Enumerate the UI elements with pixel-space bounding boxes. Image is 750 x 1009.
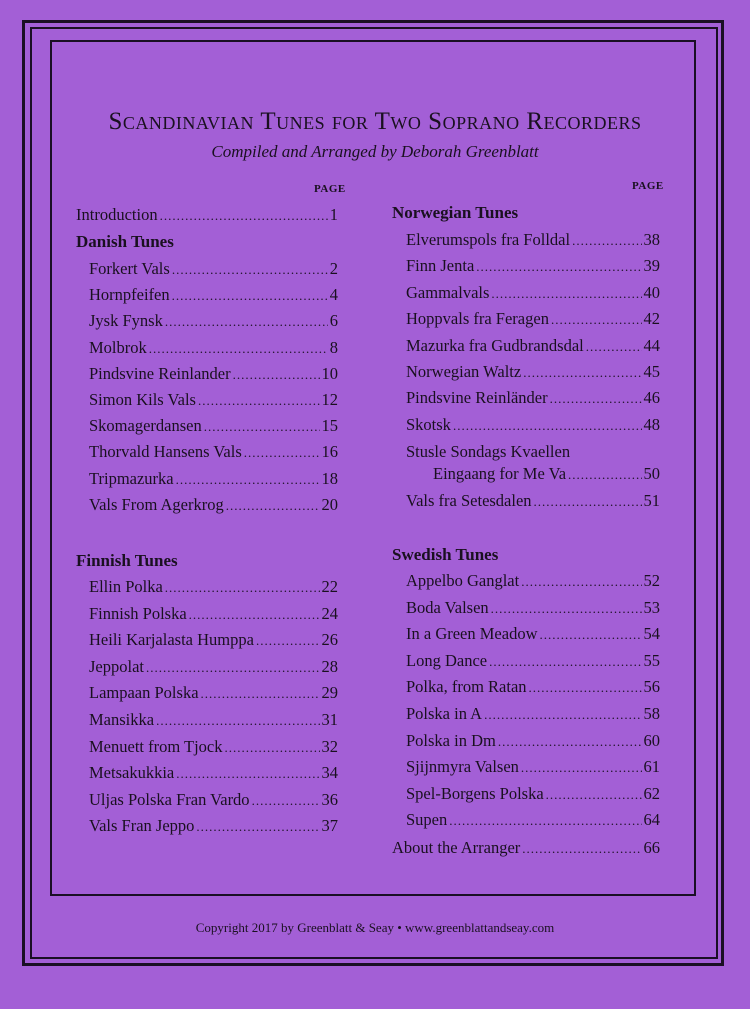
toc-entry[interactable] xyxy=(406,704,660,724)
toc-entry[interactable] xyxy=(406,388,660,408)
toc-entry-page: 18 xyxy=(321,468,338,488)
toc-entry-title: Finn Jenta xyxy=(406,256,475,276)
toc-entry-page: 34 xyxy=(321,763,338,783)
dot-leader xyxy=(449,813,641,829)
dot-leader xyxy=(165,314,328,330)
toc-entry-title: In a Green Meadow xyxy=(406,624,538,644)
toc-entry-title: Forkert Vals xyxy=(89,259,170,278)
toc-entry[interactable] xyxy=(406,757,660,777)
dot-leader xyxy=(198,393,320,409)
toc-entry-page: 44 xyxy=(643,335,660,355)
toc-entry-page: 10 xyxy=(321,363,338,383)
dot-leader xyxy=(453,418,642,434)
toc-entry-page: 50 xyxy=(643,464,660,483)
toc-entry-page: 42 xyxy=(643,309,660,329)
toc-entry-introduction[interactable] xyxy=(76,205,338,225)
toc-entry[interactable] xyxy=(406,309,660,329)
toc-entry[interactable] xyxy=(89,259,338,279)
toc-entry[interactable] xyxy=(406,810,660,830)
toc-entry-title: Vals fra Setesdalen xyxy=(406,491,532,510)
toc-entry-page: 45 xyxy=(643,362,660,381)
toc-entry-title: Pindsvine Reinlander xyxy=(89,363,231,383)
toc-entry-page: 58 xyxy=(643,704,660,723)
toc-entry-title: Eingaang for Me Va xyxy=(433,464,567,483)
section-heading-danish: Danish Tunes xyxy=(76,232,174,251)
toc-entry-title: Simon Kils Vals xyxy=(89,390,196,409)
dot-leader xyxy=(233,367,320,383)
toc-entry-title: Molbrok xyxy=(89,337,147,357)
toc-entry-title: Menuett from Tjock xyxy=(89,736,223,756)
toc-entry-title: Norwegian Waltz xyxy=(406,362,522,381)
toc-entry[interactable] xyxy=(89,577,338,597)
toc-entry[interactable] xyxy=(89,657,338,677)
toc-entry-page: 48 xyxy=(643,414,660,434)
page-column-label-left: PAGE xyxy=(314,183,346,195)
toc-entry-page: 12 xyxy=(321,390,338,409)
toc-entry-title: Polska in Dm xyxy=(406,730,496,750)
toc-entry-page: 66 xyxy=(643,838,660,857)
toc-entry-title: Vals From Agerkrog xyxy=(89,494,224,514)
toc-entry-page: 53 xyxy=(643,597,660,617)
toc-entry[interactable] xyxy=(89,442,338,462)
dot-leader xyxy=(522,841,641,857)
dot-leader xyxy=(476,259,641,275)
toc-entry-stusle-line2[interactable] xyxy=(433,464,660,484)
dot-leader xyxy=(491,286,641,302)
toc-entry[interactable] xyxy=(406,362,660,382)
toc-entry[interactable] xyxy=(406,624,660,644)
toc-entry-page: 52 xyxy=(643,571,660,590)
toc-entry[interactable] xyxy=(89,469,338,489)
toc-entry-page: 39 xyxy=(643,256,660,276)
toc-entry-title: Hornpfeifen xyxy=(89,285,170,305)
toc-entry-page: 62 xyxy=(643,783,660,803)
section-heading-finnish: Finnish Tunes xyxy=(76,551,178,570)
toc-entry-page: 26 xyxy=(321,630,338,650)
toc-entry-page: 32 xyxy=(321,736,338,756)
toc-entry-title: Elverumspols fra Folldal xyxy=(406,230,571,249)
toc-entry[interactable] xyxy=(406,598,660,618)
toc-entry[interactable] xyxy=(406,677,660,697)
toc-entry[interactable] xyxy=(89,285,338,305)
toc-entry-title: Jeppolat xyxy=(89,656,144,676)
dot-leader xyxy=(534,494,642,510)
toc-entry-title: Thorvald Hansens Vals xyxy=(89,442,242,462)
toc-entry-page: 29 xyxy=(321,683,338,703)
dot-leader xyxy=(489,654,641,670)
toc-entry-stusle-line1[interactable]: Stusle Sondags Kvaellen xyxy=(406,442,571,461)
toc-entry[interactable] xyxy=(89,604,338,624)
dot-leader xyxy=(156,713,319,729)
toc-entry-page: 38 xyxy=(643,230,660,249)
dot-leader xyxy=(160,208,328,224)
toc-entry-page: 16 xyxy=(321,442,338,462)
toc-entry-page: 37 xyxy=(321,816,338,836)
toc-entry-title: Mansikka xyxy=(89,710,155,729)
dot-leader xyxy=(523,365,641,381)
toc-entry-title: Finnish Polska xyxy=(89,603,187,623)
toc-entry[interactable] xyxy=(406,256,660,276)
toc-entry-title: Uljas Polska Fran Vardo xyxy=(89,789,250,809)
dot-leader xyxy=(491,601,642,617)
toc-entry[interactable] xyxy=(89,790,338,810)
toc-entry-title: Supen xyxy=(406,810,448,830)
toc-entry[interactable] xyxy=(406,283,660,303)
toc-entry-page: 54 xyxy=(643,624,660,644)
toc-entry-page: 1 xyxy=(329,205,338,224)
toc-entry-page: 2 xyxy=(329,259,338,278)
toc-entry-title: Appelbo Ganglat xyxy=(406,571,520,590)
toc-entry-title: Gammalvals xyxy=(406,282,490,302)
toc-entry[interactable] xyxy=(406,415,660,435)
toc-entry[interactable] xyxy=(406,571,660,591)
toc-entry-title: Boda Valsen xyxy=(406,597,489,617)
dot-leader xyxy=(225,740,320,756)
toc-entry-title: Sjijnmyra Valsen xyxy=(406,757,519,777)
section-heading-swedish: Swedish Tunes xyxy=(392,545,499,564)
toc-entry-page: 55 xyxy=(643,650,660,670)
dot-leader xyxy=(572,233,641,249)
dot-leader xyxy=(146,660,320,676)
dot-leader xyxy=(176,766,319,782)
toc-entry[interactable] xyxy=(406,651,660,671)
dot-leader xyxy=(539,627,641,643)
toc-entry-page: 64 xyxy=(643,810,660,830)
toc-entry[interactable] xyxy=(89,338,338,358)
toc-entry[interactable] xyxy=(89,710,338,730)
dot-leader xyxy=(252,793,320,809)
toc-entry-title: Ellin Polka xyxy=(89,577,163,596)
toc-entry-page: 22 xyxy=(321,577,338,596)
dot-leader xyxy=(256,633,320,649)
page-column-label-right: PAGE xyxy=(632,180,664,192)
dot-leader xyxy=(176,472,320,488)
toc-entry[interactable] xyxy=(406,230,660,250)
dot-leader xyxy=(165,580,320,596)
toc-entry-page: 8 xyxy=(329,337,338,357)
toc-entry-title: About the Arranger xyxy=(392,838,521,857)
toc-entry-page: 46 xyxy=(643,388,660,408)
toc-entry-title: Heili Karjalasta Humppa xyxy=(89,630,254,650)
toc-entry-title: Hoppvals fra Feragen xyxy=(406,309,549,329)
dot-leader xyxy=(586,339,642,355)
toc-entry[interactable] xyxy=(89,630,338,650)
toc-entry-page: 61 xyxy=(643,757,660,777)
dot-leader xyxy=(546,787,642,803)
dot-leader xyxy=(172,262,328,278)
toc-entry-title: Long Dance xyxy=(406,650,488,670)
toc-entry-title: Skomagerdansen xyxy=(89,416,202,436)
toc-entry-page: 31 xyxy=(321,710,338,729)
toc-entry-title: Polka, from Ratan xyxy=(406,677,527,697)
toc-entry[interactable] xyxy=(89,763,338,783)
toc-entry-page: 56 xyxy=(643,677,660,697)
toc-entry-page: 4 xyxy=(329,285,338,305)
toc-entry-title: Polska in A xyxy=(406,704,483,723)
dot-leader xyxy=(521,574,641,590)
dot-leader xyxy=(196,819,319,835)
dot-leader xyxy=(201,686,320,702)
dot-leader xyxy=(172,288,328,304)
dot-leader xyxy=(149,341,328,357)
toc-entry-page: 20 xyxy=(321,494,338,514)
toc-entry[interactable] xyxy=(89,816,338,836)
toc-entry-title: Vals Fran Jeppo xyxy=(89,816,195,836)
dot-leader xyxy=(529,680,642,696)
toc-entry[interactable] xyxy=(89,364,338,384)
toc-entry[interactable] xyxy=(89,311,338,331)
dot-leader xyxy=(484,707,641,723)
toc-entry-page: 24 xyxy=(321,603,338,623)
toc-entry-vals-fra-setesdalen[interactable] xyxy=(406,491,660,511)
toc-entry[interactable] xyxy=(89,416,338,436)
toc-entry-page: 15 xyxy=(321,416,338,436)
dot-leader xyxy=(521,760,642,776)
toc-entry[interactable] xyxy=(406,336,660,356)
toc-entry-title: Tripmazurka xyxy=(89,468,174,488)
copyright-line: Copyright 2017 by Greenblatt & Seay • www.greenblattandseay.com xyxy=(195,920,555,935)
toc-entry[interactable] xyxy=(89,495,338,515)
toc-entry-page: 60 xyxy=(643,730,660,750)
toc-entry-title: Introduction xyxy=(76,205,158,224)
toc-entry[interactable] xyxy=(89,683,338,703)
toc-entry-page: 6 xyxy=(329,311,338,331)
section-heading-norwegian: Norwegian Tunes xyxy=(392,203,519,222)
toc-entry-page: 28 xyxy=(321,656,338,676)
toc-entry[interactable] xyxy=(406,784,660,804)
dot-leader xyxy=(550,391,642,407)
toc-entry-title: Jysk Fynsk xyxy=(89,311,163,331)
dot-leader xyxy=(498,734,642,750)
toc-entry-about-the-arranger[interactable] xyxy=(392,838,660,858)
toc-entry-page: 40 xyxy=(643,282,660,302)
toc-entry-page: 36 xyxy=(321,789,338,809)
toc-entry-title: Lampaan Polska xyxy=(89,683,199,703)
dot-leader xyxy=(244,445,320,461)
page-title: Scandinavian Tunes for Two Soprano Recorders xyxy=(108,108,642,135)
dot-leader xyxy=(189,607,320,623)
toc-entry[interactable] xyxy=(89,390,338,410)
toc-entry-page: 51 xyxy=(643,491,660,510)
toc-entry-title: Pindsvine Reinländer xyxy=(406,388,548,408)
page-subtitle: Compiled and Arranged by Deborah Greenblatt xyxy=(211,142,539,161)
dot-leader xyxy=(204,419,320,435)
toc-entry-title: Skotsk xyxy=(406,414,451,434)
dot-leader xyxy=(568,467,641,483)
toc-entry-title: Mazurka fra Gudbrandsdal xyxy=(406,335,584,355)
dot-leader xyxy=(551,312,642,328)
dot-leader xyxy=(226,498,320,514)
toc-entry-title: Metsakukkia xyxy=(89,763,175,783)
toc-entry[interactable] xyxy=(89,737,338,757)
toc-entry[interactable] xyxy=(406,731,660,751)
toc-entry-title: Spel-Borgens Polska xyxy=(406,783,544,803)
